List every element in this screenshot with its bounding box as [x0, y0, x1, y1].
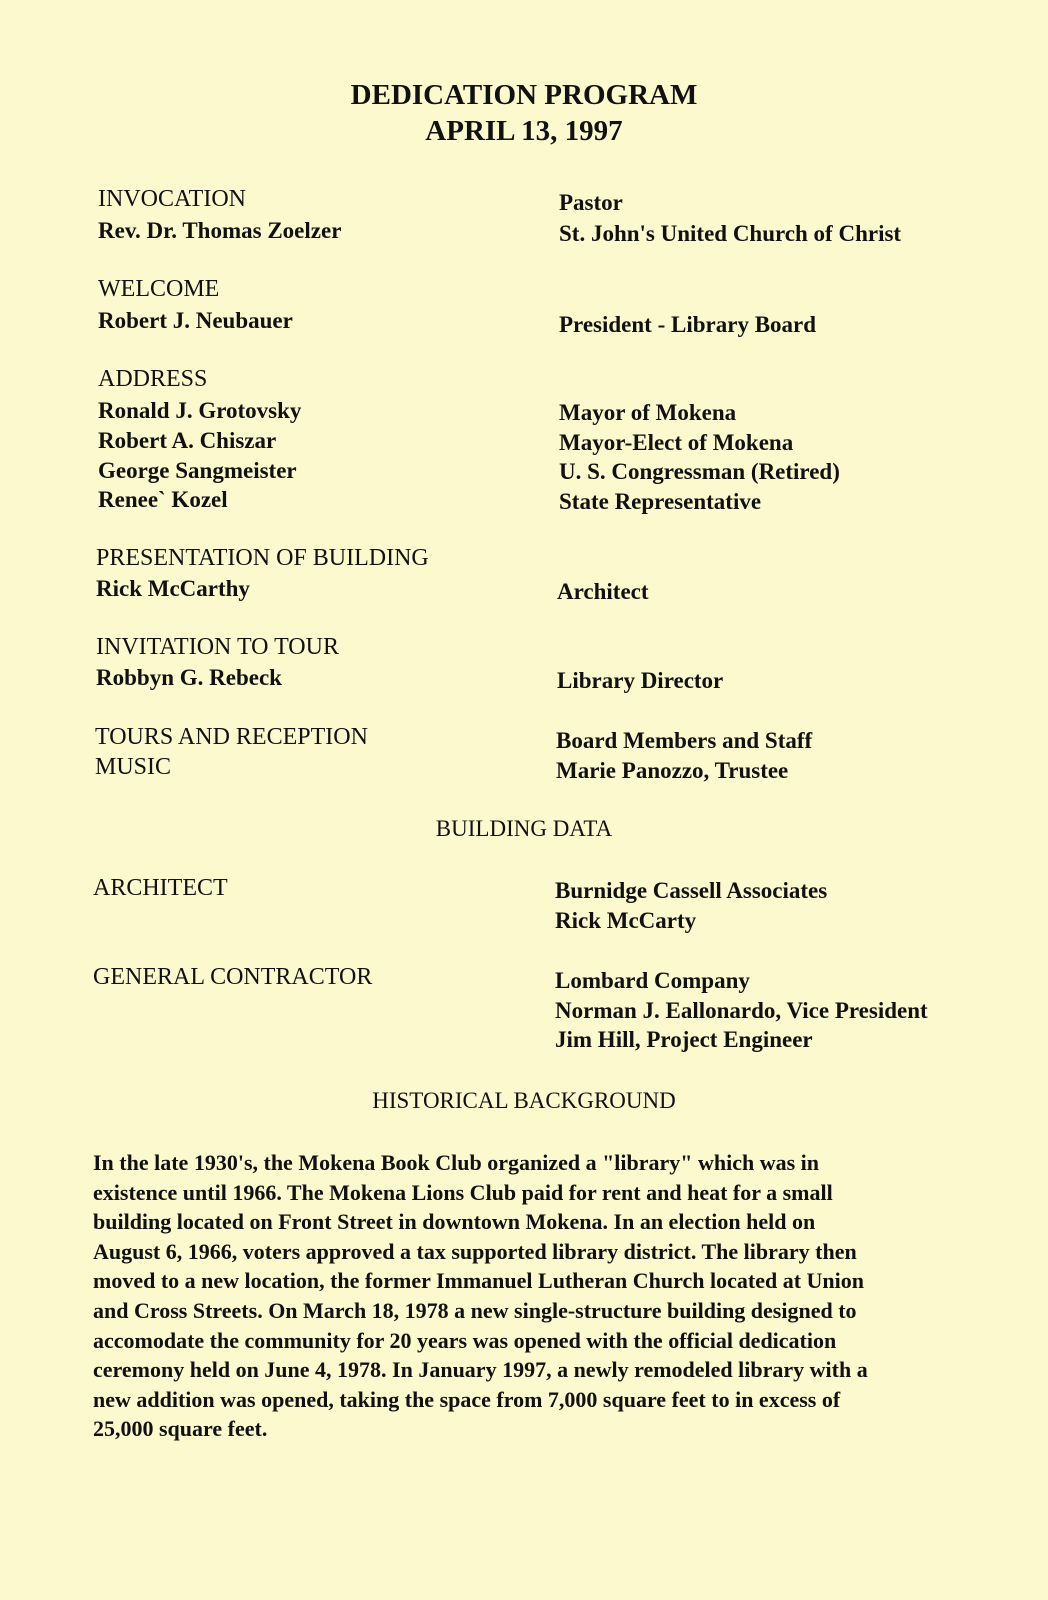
presentation-heading: PRESENTATION OF BUILDING	[96, 545, 429, 571]
welcome-name: Robert J. Neubauer	[98, 308, 293, 333]
architect-line: Rick McCarty	[555, 908, 697, 933]
address-speaker-role: State Representative	[559, 489, 762, 514]
address-speaker-name: Robert A. Chiszar	[98, 428, 277, 453]
history-line: building located on Front Street in downtown Mokena. In an election held on	[93, 1209, 816, 1235]
invocation-name: Rev. Dr. Thomas Zoelzer	[98, 218, 342, 243]
welcome-heading: WELCOME	[98, 276, 220, 302]
music-heading: MUSIC	[95, 754, 172, 780]
page-title: DEDICATION PROGRAM	[350, 79, 698, 111]
contractor-line: Norman J. Eallonardo, Vice President	[555, 998, 928, 1023]
history-line: moved to a new location, the former Immanuel Lutheran Church located at Union	[93, 1268, 864, 1294]
presentation-name: Rick McCarthy	[96, 576, 250, 601]
contractor-line: Jim Hill, Project Engineer	[555, 1027, 813, 1052]
architect-line: Burnidge Cassell Associates	[555, 878, 828, 903]
history-paragraph	[93, 1148, 1013, 1444]
address-speaker-role: Mayor-Elect of Mokena	[559, 430, 794, 455]
history-line: In the late 1930's, the Mokena Book Club organized a "library" which was in	[93, 1150, 820, 1175]
page-date: APRIL 13, 1997	[425, 115, 623, 147]
history-line: ceremony held on June 4, 1978. In January 1997, a newly remodeled library with a	[93, 1357, 868, 1383]
history-line: 25,000 square feet.	[93, 1416, 268, 1442]
invitation-heading: INVITATION TO TOUR	[96, 634, 339, 660]
welcome-role: President - Library Board	[559, 312, 817, 337]
history-line: August 6, 1966, voters approved a tax supported library district. The library then	[93, 1238, 857, 1264]
architect-label: ARCHITECT	[93, 875, 228, 901]
history-line: and Cross Streets. On March 18, 1978 a new single-structure building designed to	[93, 1297, 857, 1323]
address-speaker-name: George Sangmeister	[98, 458, 297, 483]
contractor-label: GENERAL CONTRACTOR	[93, 964, 373, 990]
tours-role: Board Members and Staff	[556, 728, 813, 753]
address-speaker-role: Mayor of Mokena	[559, 400, 737, 425]
address-speaker-name: Renee` Kozel	[98, 487, 228, 512]
presentation-role: Architect	[557, 579, 649, 604]
address-heading: ADDRESS	[98, 366, 208, 392]
address-speaker-name: Ronald J. Grotovsky	[98, 398, 302, 423]
address-speaker-role: U. S. Congressman (Retired)	[559, 459, 840, 484]
history-line: new addition was opened, taking the space from 7,000 square feet to in excess of	[93, 1386, 841, 1412]
invitation-role: Library Director	[557, 668, 724, 693]
contractor-line: Lombard Company	[555, 968, 750, 993]
invocation-heading: INVOCATION	[98, 186, 246, 212]
building-data-heading: BUILDING DATA	[435, 816, 613, 841]
history-heading: HISTORICAL BACKGROUND	[372, 1088, 676, 1113]
music-role: Marie Panozzo, Trustee	[556, 758, 789, 783]
invocation-role-line1: Pastor	[559, 190, 623, 215]
history-line: accomodate the community for 20 years was opened with the official dedication	[93, 1327, 837, 1353]
invocation-role-line2: St. John's United Church of Christ	[559, 221, 902, 246]
history-line: existence until 1966. The Mokena Lions Club paid for rent and heat for a small	[93, 1179, 833, 1205]
invitation-name: Robbyn G. Rebeck	[96, 665, 282, 690]
tours-heading: TOURS AND RECEPTION	[95, 724, 368, 750]
